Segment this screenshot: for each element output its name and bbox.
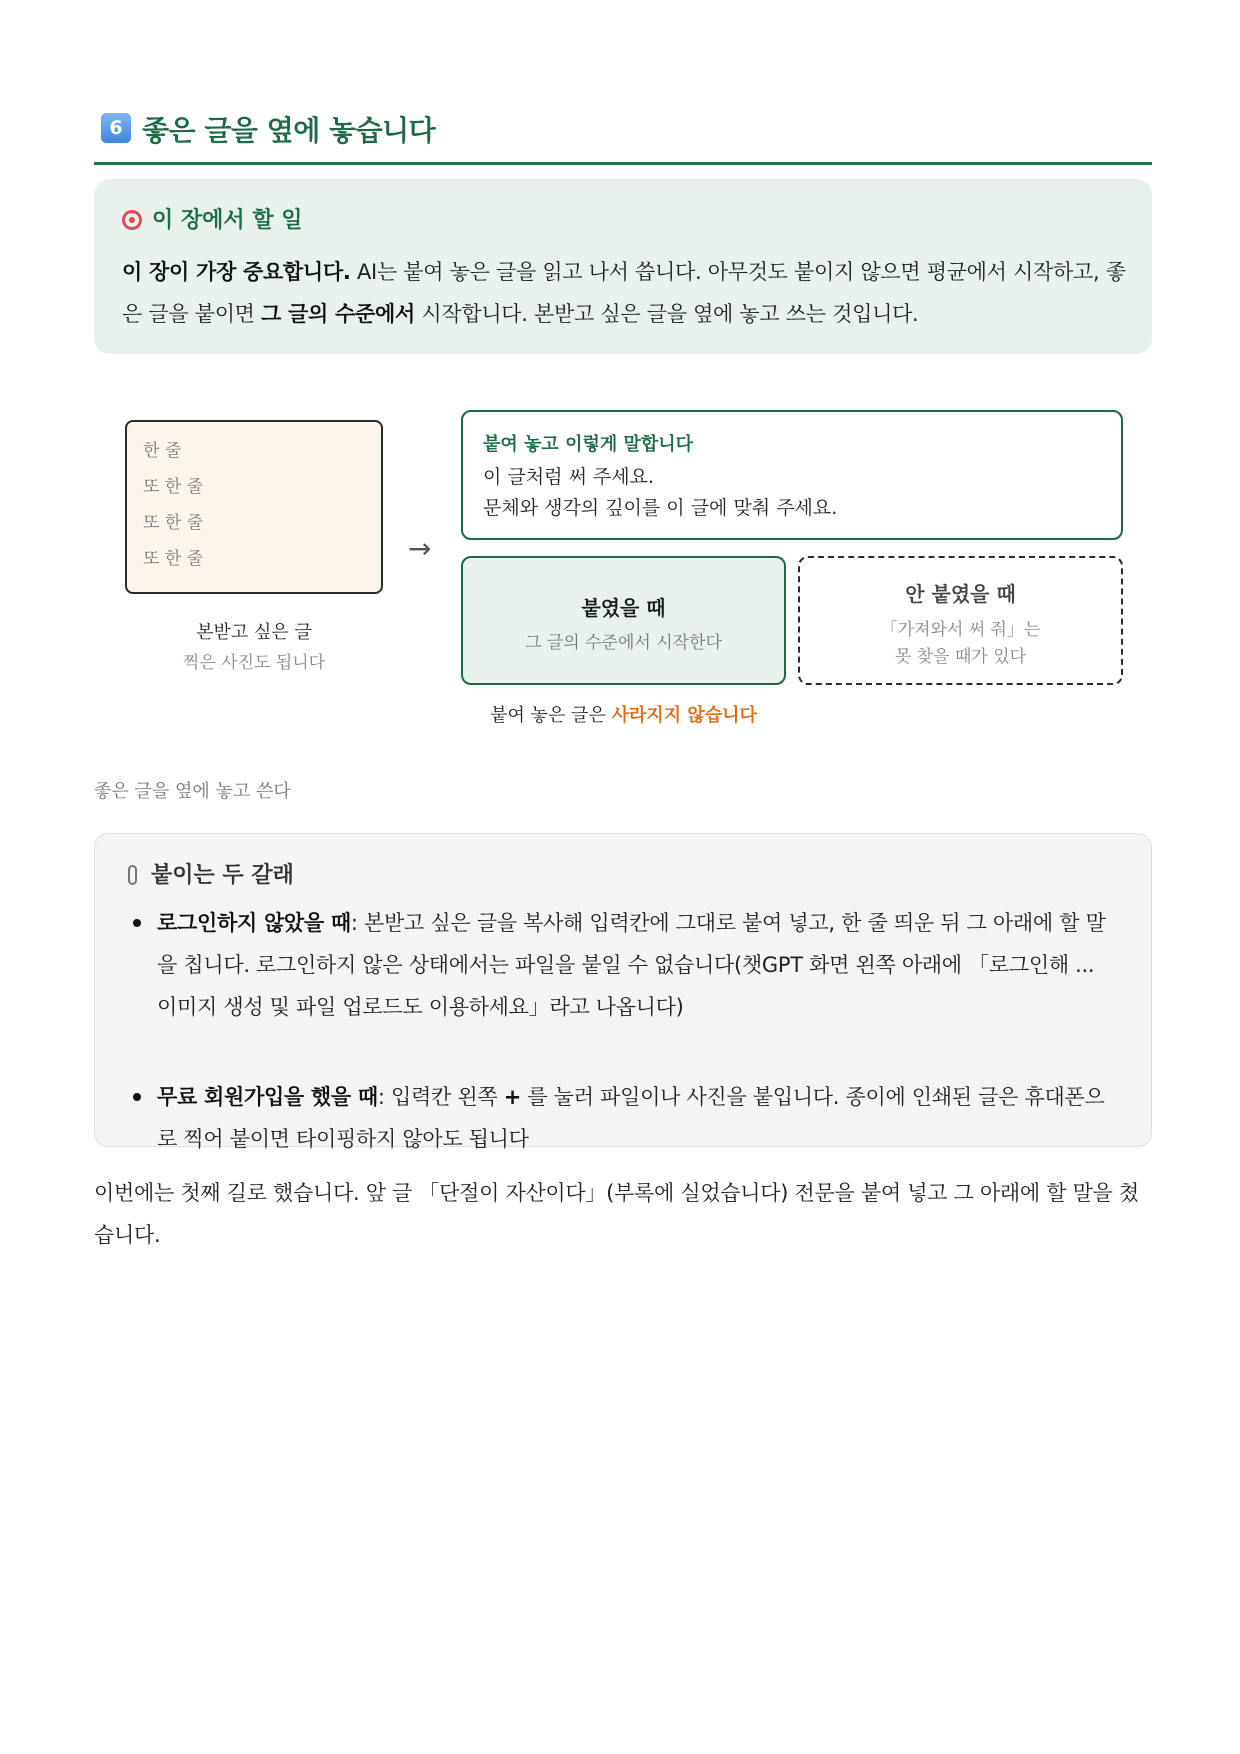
section-title: 좋은 글을 옆에 놓습니다 [142, 114, 436, 147]
closing-paragraph: 이번에는 첫째 길로 했습니다. 앞 글 「단절이 자산이다」(부록에 실었습니다) 전문을 붙여 넣고 그 아래에 할 말을 쳤습니다. [94, 1181, 1139, 1247]
prompt-box [461, 410, 1123, 540]
section-heading [94, 108, 1152, 165]
unpasted-outcome-box [798, 556, 1123, 685]
list-item [157, 1076, 1117, 1160]
task-bold-1: 이 장이 가장 중요합니다. [122, 260, 351, 284]
persistence-note [461, 701, 786, 727]
figure-caption: 좋은 글을 옆에 놓고 쓴다 [94, 781, 291, 802]
item-text: : 입력칸 왼쪽 [377, 1085, 504, 1109]
paste-title-label: 붙이는 두 갈래 [151, 863, 294, 888]
prompt-line-2: 문체와 생각의 깊이를 이 글에 맞춰 주세요. [483, 497, 838, 519]
pasted-outcome-box [461, 556, 786, 685]
item-bold: 무료 회원가입을 했을 때 [157, 1085, 378, 1109]
unpasted-title: 안 붙였을 때 [905, 582, 1016, 606]
task-text-1: AI는 붙여 놓은 글을 읽고 나서 씁니다. 아무것도 붙이지 않으면 평균에서 시작하고, 좋은 글을 붙이면 [122, 260, 1126, 326]
task-bold-2: 그 글의 수준에서 [261, 302, 415, 326]
list-item [157, 902, 1117, 1028]
unpasted-line-2: 못 찾을 때가 있다 [894, 647, 1027, 667]
task-box [94, 179, 1152, 354]
prompt-title: 붙여 놓고 이렇게 말합니다 [483, 434, 694, 455]
pasted-title: 붙였을 때 [581, 596, 666, 620]
prompt-line-1: 이 글처럼 써 주세요. [483, 466, 654, 488]
task-title-label: 이 장에서 할 일 [152, 208, 303, 233]
example-text-box [125, 420, 383, 594]
example-line: 또 한 줄 [143, 549, 204, 569]
note-highlight: 사라지지 않습니다 [611, 705, 757, 726]
task-title [122, 203, 303, 234]
task-text-2: 시작합니다. 본받고 싶은 글을 옆에 놓고 쓰는 것입니다. [414, 302, 919, 326]
paperclip-icon [128, 865, 137, 885]
target-icon [122, 210, 142, 230]
example-line: 또 한 줄 [143, 477, 204, 497]
example-caption-1: 본받고 싶은 글 [196, 622, 312, 643]
example-line: 또 한 줄 [143, 513, 204, 533]
unpasted-line-1: 「가져와서 써 줘」는 [880, 620, 1041, 640]
example-caption-2: 찍은 사진도 됩니다 [182, 653, 326, 673]
plus-symbol: + [503, 1085, 522, 1109]
note-text: 붙여 놓은 글은 [490, 705, 612, 726]
example-line: 한 줄 [143, 441, 182, 461]
arrow-right-icon: → [408, 532, 432, 565]
item-text: 를 눌러 파일이나 사진을 붙입니다. 종이에 인쇄된 글은 휴대폰으로 찍어 붙이면 타이핑하지 않아도 됩니다 [157, 1085, 1105, 1151]
item-bold: 로그인하지 않았을 때 [157, 911, 351, 935]
pasted-subtitle: 그 글의 수준에서 시작한다 [525, 633, 722, 653]
paste-title [128, 858, 294, 889]
item-text: : 본받고 싶은 글을 복사해 입력칸에 그대로 붙여 넣고, 한 줄 띄운 뒤 그 아래에 할 말을 칩니다. 로그인하지 않은 상태에서는 파일을 붙일 수 없습니다(챗GPT 화면 왼쪽 아래에 「로그인해 ... 이미지 생성 및 파일 업로드도 이용하세요」라고 나옵니다) [157, 911, 1106, 1019]
example-caption [125, 617, 383, 679]
number-badge-icon: 6 [101, 113, 131, 143]
task-text [122, 251, 1132, 335]
paste-methods-box [94, 833, 1152, 1151]
paste-methods-list [157, 902, 1117, 1208]
